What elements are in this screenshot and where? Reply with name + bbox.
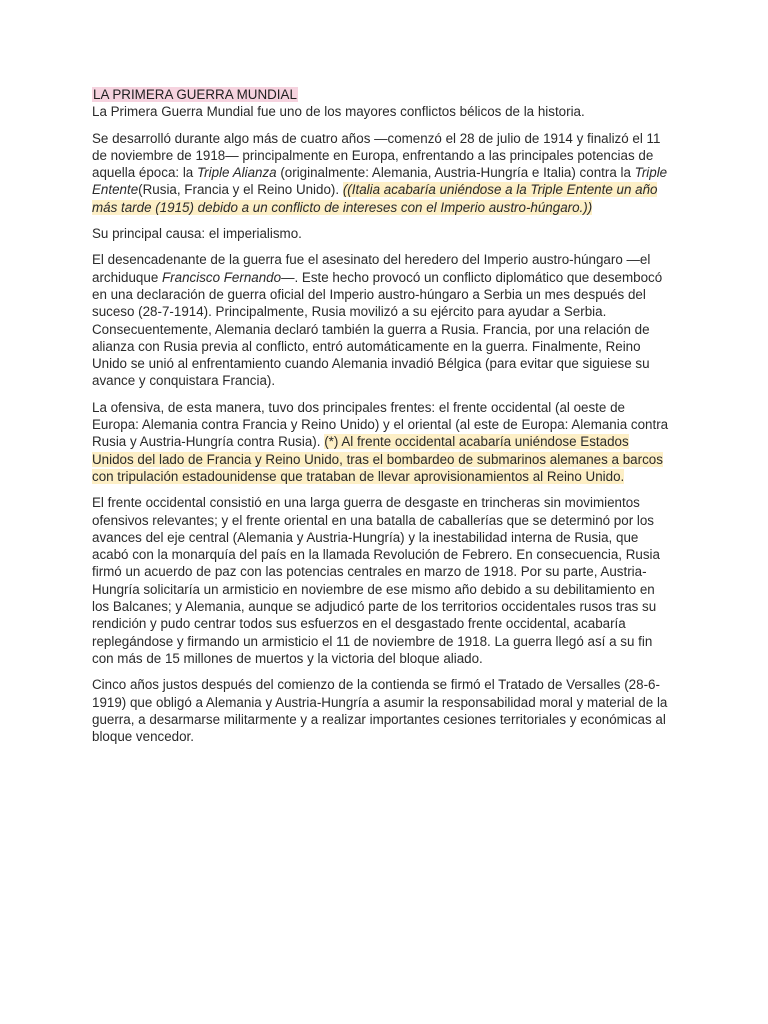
p1-text-e: (Rusia, Francia y el Reino Unido). <box>138 182 343 198</box>
p1-triple-alianza: Triple Alianza <box>196 165 277 181</box>
document-title: LA PRIMERA GUERRA MUNDIAL <box>93 87 297 102</box>
title-line <box>92 86 670 103</box>
paragraph-versailles: Cinco años justos después del comienzo de la contienda se firmó el Tratado de Versalles (28-6-1919) que obligó a Alemania y Austria-Hungría a asumir la responsabilidad moral y material de la guerra, a desarmarse militarmente y a realizar importantes cesiones territoriales y económicas al bloque vencedor. <box>92 677 668 745</box>
intro-paragraph: La Primera Guerra Mundial fue uno de los mayores conflictos bélicos de la historia. <box>92 104 585 120</box>
p3-archduke-name: Francisco Fernando <box>161 269 282 285</box>
p1-italy-note-highlight: ((Italia acabaría uniéndose a la Triple Entente un año más tarde (1915) debido a un conflicto de intereses con el Imperio austro-húngaro.)) <box>92 182 658 215</box>
p4-text-a: La ofensiva, de esta manera, tuvo dos principales frentes: el frente occidental (al oeste de Europa: Alemania contra Francia y Reino Unido) y el oriental (al este de Europa: Alemania contra Rusia y Austria-Hungría contra Rusia). <box>92 399 669 450</box>
paragraph-cause: Su principal causa: el imperialismo. <box>92 226 302 242</box>
paragraph-war-course: El frente occidental consistió en una larga guerra de desgaste en trincheras sin movimientos ofensivos relevantes; y el frente oriental en una batalla de caballerías que se determinó por los avances del eje central (Alemania y Austria-Hungría) y la inestabilidad interna de Rusia, que acabó con la monarquía del país en la llamada Revolución de Febrero. En consecuencia, Rusia firmó un acuerdo de paz con las potencias centrales en marzo de 1918. Por su parte, Austria-Hungría solicitaría un armisticio en noviembre de ese mismo año debido a su debilitamiento en los Balcanes; y Alemania, aunque se adjudicó parte de los territorios occidentales rusos tras su rendición y pudo centrar todos sus esfuerzos en el desgastado frente occidental, acabaría replegándose y firmando un armisticio el 11 de noviembre de 1918. La guerra llegó así a su fin con más de 15 millones de muertos y la victoria del bloque aliado. <box>92 495 660 666</box>
p1-triple-entente: Triple Entente <box>92 165 668 198</box>
paragraph-duration <box>92 130 670 216</box>
p3-text-c: —. Este hecho provocó un conflicto diplomático que desembocó en una declaración de guerra oficial del Imperio austro-húngaro a Serbia un mes después del suceso (28-7-1914). Principalmente, Rusia movilizó a su ejército para ayudar a Serbia. Consecuentemente, Alemania declaró también la guerra a Rusia. Francia, por una relación de alianza con Rusia previa al conflicto, entró automáticamente en la guerra. Finalmente, Reino Unido se unió al enfrentamiento cuando Alemania invadió Bélgica (para evitar que siguiese su avance y conquistara Francia). <box>92 269 663 389</box>
p4-us-note-highlight: (*) Al frente occidental acabaría uniéndose Estados Unidos del lado de Francia y Reino Unido, tras el bombardeo de submarinos alemanes a barcos con tripulación estadounidense que trataban de llevar aprovisionamientos al Reino Unido. <box>92 434 663 484</box>
paragraph-trigger <box>92 251 670 389</box>
p1-text-c: (originalmente: Alemania, Austria-Hungría e Italia) contra la <box>276 165 635 181</box>
p1-text-a: Se desarrolló durante algo más de cuatro años —comenzó el 28 de julio de 1914 y finalizó el 11 de noviembre de 1918— principalmente en Europa, enfrentando a las principales potencias de aquella época: la <box>92 130 661 181</box>
p3-text-a: El desencadenante de la guerra fue el asesinato del heredero del Imperio austro-húngaro —el archiduque <box>92 252 651 285</box>
document-page <box>92 86 670 754</box>
paragraph-fronts <box>92 399 670 485</box>
